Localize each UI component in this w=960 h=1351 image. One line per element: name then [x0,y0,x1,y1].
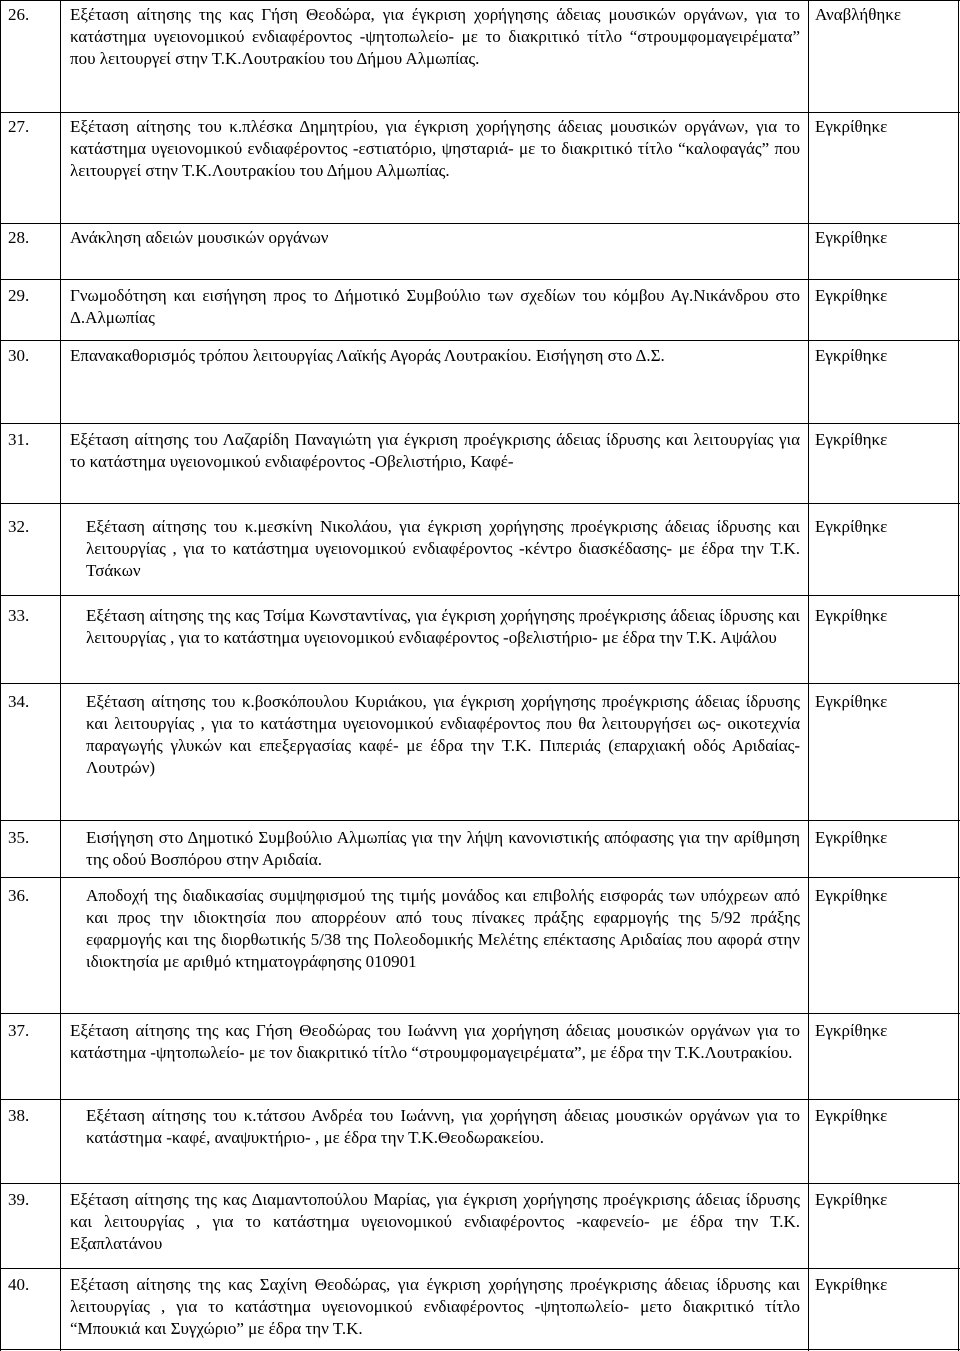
item-status: Εγκρίθηκε [815,886,888,905]
row-divider [0,820,960,821]
item-status: Εγκρίθηκε [815,1190,888,1209]
row-divider [0,223,960,224]
item-number: 36. [8,886,30,905]
row-divider [0,1268,960,1269]
table-border-top [0,0,960,1]
item-number: 35. [8,828,30,847]
item-status: Εγκρίθηκε [815,346,888,365]
item-description: Εξέταση αίτησης της κας Γήση Θεοδώρας του Ιωάννη για χορήγηση άδειας μουσικών οργάνων για το κατάστημα -ψητοπωλείο- με τον διακριτικό τίτλο “στρουμφομαγειρέματα”, με έδρα την Τ.Κ.Λουτρακίου. [70,1021,800,1062]
item-description: Αποδοχή της διαδικασίας συμψηφισμού της τιμής μονάδος και επιβολής εισφοράς των υπόχρεων από και προς την ιδιοκτησία που απορρέουν από τους πίνακες πράξης εφαρμογής της 5/92 πράξης εφαρμογής και της διορθωτικής 5/38 της Πολεοδομικής Μελέτης επέκτασης Αριδαίας που αφορά στην ιδιοκτησία με αριθμό κτηματογράφησης 010901 [86,886,800,971]
item-status: Αναβλήθηκε [815,5,901,24]
item-description: Εισήγηση στο Δημοτικό Συμβούλιο Αλμωπίας για την λήψη κανονιστικής απόφασης για την αρίθμηση της οδού Βοσπόρου στην Αριδαία. [86,828,800,869]
item-status: Εγκρίθηκε [815,228,888,247]
item-description: Εξέταση αίτησης της κας Τσίμα Κωνσταντίνας, για έγκριση χορήγησης προέγκρισης άδειας ίδρυσης και λειτουργίας , για το κατάστημα υγειονομικού ενδιαφέροντος -οβελιστήριο- με έδρα την Τ.Κ. Αψάλου [86,606,800,647]
item-status: Εγκρίθηκε [815,517,888,536]
item-description: Γνωμοδότηση και εισήγηση προς το Δήμοτικό Συμβούλιο των σχεδίων του κόμβου Αγ.Νικάνδρου στο Δ.Αλμωπίας [70,286,800,327]
item-number: 33. [8,606,30,625]
item-description: Εξέταση αίτησης του Λαζαρίδη Παναγιώτη για έγκριση προέγκρισης άδειας ίδρυσης και λειτουργίας για το κατάστημα υγειονομικού ενδιαφέροντος -Οβελιστήριο, Καφέ- [70,430,800,471]
item-description: Εξέταση αίτησης του κ.μεσκίνη Νικολάου, για έγκριση χορήγησης προέγκρισης άδειας ίδρυσης και λειτουργίας , για το κατάστημα υγειονομικού ενδιαφέροντος -κέντρο διασκέδασης- με έδρα την Τ.Κ. Τσάκων [86,517,800,580]
table-border-right [958,0,959,1351]
item-description: Εξέταση αίτησης του κ.τάτσου Ανδρέα του Ιωάννη, για χορήγηση άδειας μουσικών οργάνων για το κατάστημα -καφέ, αναψυκτήριο- , με έδρα την Τ.Κ.Θεοδωρακείου. [86,1106,800,1147]
row-divider [0,1099,960,1100]
item-status: Εγκρίθηκε [815,606,888,625]
row-divider [0,503,960,504]
item-status: Εγκρίθηκε [815,117,888,136]
row-divider [0,112,960,113]
row-divider [0,1013,960,1014]
item-description: Επανακαθορισμός τρόπου λειτουργίας Λαϊκής Αγοράς Λουτρακίου. Εισήγηση στο Δ.Σ. [70,346,665,365]
table-border-bottom [0,1349,960,1350]
item-number: 28. [8,228,30,247]
item-status: Εγκρίθηκε [815,1275,888,1294]
item-number: 27. [8,117,30,136]
item-description: Εξέταση αίτησης του κ.πλέσκα Δημητρίου, για έγκριση χορήγησης άδειας μουσικών οργάνων, για το κατάστημα υγειονομικού ενδιαφέροντος -εστιατόριο, ψησταριά- με το διακριτικό τίτλο “καλοφαγάς” που λειτουργεί στην Τ.Κ.Λουτρακίου του Δήμου Αλμωπίας. [70,117,800,180]
item-number: 38. [8,1106,30,1125]
column-divider-status [808,0,809,1351]
item-number: 37. [8,1021,30,1040]
row-divider [0,340,960,341]
item-status: Εγκρίθηκε [815,1021,888,1040]
row-divider [0,877,960,878]
item-number: 39. [8,1190,30,1209]
item-status: Εγκρίθηκε [815,286,888,305]
row-divider [0,279,960,280]
item-number: 34. [8,692,30,711]
table-border-left [0,0,1,1351]
row-divider [0,1183,960,1184]
item-description: Εξέταση αίτησης του κ.βοσκόπουλου Κυριάκου, για έγκριση χορήγησης προέγκρισης άδειας ίδρυσης και λειτουργίας , για το κατάστημα υγειονομικού ενδιαφέροντος που θα λειτουργήσει ως- οικοτεχνία παραγωγής γλυκών και επεξεργασίας καφέ- με έδρα την Τ.Κ. Πιπεριάς (επαρχιακή οδός Αριδαίας-Λουτρών) [86,692,800,777]
column-divider-number [60,0,61,1351]
item-number: 26. [8,5,30,24]
item-number: 40. [8,1275,30,1294]
item-status: Εγκρίθηκε [815,1106,888,1125]
item-status: Εγκρίθηκε [815,430,888,449]
item-status: Εγκρίθηκε [815,828,888,847]
row-divider [0,423,960,424]
item-number: 31. [8,430,30,449]
item-description: Εξέταση αίτησης της κας Γήση Θεοδώρα, για έγκριση χορήγησης άδειας μουσικών οργάνων, για το κατάστημα υγειονομικού ενδιαφέροντος -ψητοπωλείο- με το διακριτικό τίτλο “στρουμφομαγειρέματα” που λειτουργεί στην Τ.Κ.Λουτρακίου του Δήμου Αλμωπίας. [70,5,800,68]
item-description: Εξέταση αίτησης της κας Σαχίνη Θεοδώρας, για έγκριση χορήγησης προέγκρισης άδειας ίδρυσης και λειτουργίας , για το κατάστημα υγειονομικού ενδιαφέροντος -ψητοπωλείο- μετο διακριτικό τίτλο “Μπουκιά και Συγχώριο” με έδρα την Τ.Κ. [70,1275,800,1338]
item-number: 32. [8,517,30,536]
item-number: 30. [8,346,30,365]
item-description: Ανάκληση αδειών μουσικών οργάνων [70,228,329,247]
item-status: Εγκρίθηκε [815,692,888,711]
item-number: 29. [8,286,30,305]
row-divider [0,683,960,684]
item-description: Εξέταση αίτησης της κας Διαμαντοπούλου Μαρίας, για έγκριση χορήγησης προέγκρισης άδειας ίδρυσης και λειτουργίας , για το κατάστημα υγειονομικού ενδιαφέροντος -καφενείο- με έδρα την Τ.Κ. Εξαπλατάνου [70,1190,800,1253]
row-divider [0,595,960,596]
